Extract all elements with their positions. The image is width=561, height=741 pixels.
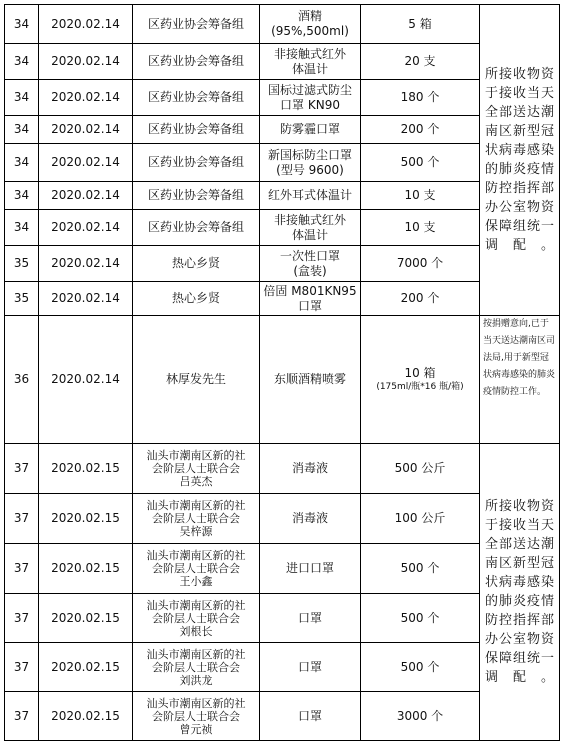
row-number: 34: [5, 210, 39, 246]
row-quantity: 180 个: [361, 80, 480, 116]
table-row: [5, 116, 560, 144]
row-number: 35: [5, 246, 39, 282]
row-date: 2020.02.14: [39, 44, 133, 80]
table-row: [5, 144, 560, 182]
row-date: 2020.02.14: [39, 182, 133, 210]
row-donor: 区药业协会筹备组: [133, 5, 260, 44]
row-number: 37: [5, 692, 39, 741]
row-date: 2020.02.15: [39, 494, 133, 544]
row-date: 2020.02.15: [39, 643, 133, 692]
row-donor: 汕头市潮南区新的社 会阶层人士联合会 王小鑫: [133, 544, 260, 594]
remark-cell: 所接收物资于接收当天全部送达潮南区新型冠状病毒感染的肺炎疫情防控指挥部办公室物资保障组统一调配。: [480, 444, 560, 741]
table-row: [5, 44, 560, 80]
row-donor: 林厚发先生: [133, 316, 260, 444]
quantity-detail: (175ml/瓶*16 瓶/箱): [376, 381, 464, 392]
row-donor: 热心乡贤: [133, 282, 260, 316]
row-item: 进口口罩: [260, 544, 361, 594]
row-number: 34: [5, 144, 39, 182]
row-donor: 区药业协会筹备组: [133, 210, 260, 246]
row-date: 2020.02.15: [39, 594, 133, 643]
row-number: 34: [5, 44, 39, 80]
row-quantity: 3000 个: [361, 692, 480, 741]
row-item: 酒精 (95%,500ml): [260, 5, 361, 44]
row-item: 倍固 M801KN95 口罩: [260, 282, 361, 316]
row-item: 非接触式红外 体温计: [260, 44, 361, 80]
row-quantity: 200 个: [361, 116, 480, 144]
table-row: [5, 643, 560, 692]
row-quantity: [361, 316, 480, 444]
row-quantity: 20 支: [361, 44, 480, 80]
row-item: 消毒液: [260, 444, 361, 494]
row-number: 34: [5, 182, 39, 210]
row-donor: 汕头市潮南区新的社 会阶层人士联合会 刘根长: [133, 594, 260, 643]
row-item: 口罩: [260, 643, 361, 692]
row-quantity: 500 个: [361, 594, 480, 643]
donation-table: [4, 4, 560, 741]
remark-cell: 所接收物资于接收当天全部送达潮南区新型冠状病毒感染的肺炎疫情防控指挥部办公室物资保障组统一调配。: [480, 5, 560, 316]
row-donor: 汕头市潮南区新的社 会阶层人士联合会 吕英杰: [133, 444, 260, 494]
row-number: 34: [5, 5, 39, 44]
table-row: [5, 182, 560, 210]
row-date: 2020.02.14: [39, 5, 133, 44]
row-number: 37: [5, 494, 39, 544]
row-date: 2020.02.15: [39, 692, 133, 741]
row-date: 2020.02.14: [39, 246, 133, 282]
row-item: 新国标防尘口罩 (型号 9600): [260, 144, 361, 182]
row-quantity: 500 个: [361, 544, 480, 594]
row-date: 2020.02.14: [39, 210, 133, 246]
table-row: [5, 494, 560, 544]
row-item: 东顺酒精喷雾: [260, 316, 361, 444]
row-number: 35: [5, 282, 39, 316]
row-donor: 汕头市潮南区新的社 会阶层人士联合会 吴梓源: [133, 494, 260, 544]
row-donor: 区药业协会筹备组: [133, 44, 260, 80]
table-row: [5, 282, 560, 316]
table-row: [5, 316, 560, 444]
row-quantity: 500 公斤: [361, 444, 480, 494]
row-quantity: 10 支: [361, 182, 480, 210]
row-date: 2020.02.15: [39, 444, 133, 494]
quantity-main: 10 箱: [404, 365, 436, 380]
row-number: 37: [5, 594, 39, 643]
row-date: 2020.02.14: [39, 144, 133, 182]
row-quantity: 5 箱: [361, 5, 480, 44]
row-item: 口罩: [260, 692, 361, 741]
row-item: 防雾霾口罩: [260, 116, 361, 144]
remark-cell: 按捐赠意向,已于当天送达潮南区司法局,用于新型冠状病毒感染的肺炎疫情防控工作。: [480, 316, 560, 444]
row-number: 37: [5, 444, 39, 494]
row-number: 34: [5, 80, 39, 116]
table-row: [5, 692, 560, 741]
row-number: 37: [5, 544, 39, 594]
row-quantity: 10 支: [361, 210, 480, 246]
row-quantity: 7000 个: [361, 246, 480, 282]
row-date: 2020.02.14: [39, 116, 133, 144]
row-item: 红外耳式体温计: [260, 182, 361, 210]
table-row: [5, 210, 560, 246]
row-donor: 区药业协会筹备组: [133, 116, 260, 144]
row-quantity: 100 公斤: [361, 494, 480, 544]
row-item: 非接触式红外 体温计: [260, 210, 361, 246]
row-date: 2020.02.14: [39, 80, 133, 116]
row-quantity: 200 个: [361, 282, 480, 316]
row-date: 2020.02.14: [39, 316, 133, 444]
table-row: [5, 594, 560, 643]
row-item: 一次性口罩 (盒装): [260, 246, 361, 282]
row-quantity: 500 个: [361, 144, 480, 182]
table-row: [5, 544, 560, 594]
row-date: 2020.02.15: [39, 544, 133, 594]
row-date: 2020.02.14: [39, 282, 133, 316]
row-donor: 汕头市潮南区新的社 会阶层人士联合会 刘洪龙: [133, 643, 260, 692]
row-donor: 区药业协会筹备组: [133, 144, 260, 182]
row-number: 34: [5, 116, 39, 144]
row-donor: 区药业协会筹备组: [133, 80, 260, 116]
table-row: [5, 80, 560, 116]
table-row: [5, 444, 560, 494]
row-quantity: 500 个: [361, 643, 480, 692]
table-row: [5, 246, 560, 282]
row-number: 37: [5, 643, 39, 692]
row-item: 口罩: [260, 594, 361, 643]
row-item: 国标过滤式防尘 口罩 KN90: [260, 80, 361, 116]
row-donor: 区药业协会筹备组: [133, 182, 260, 210]
row-donor: 热心乡贤: [133, 246, 260, 282]
row-number: 36: [5, 316, 39, 444]
row-item: 消毒液: [260, 494, 361, 544]
row-donor: 汕头市潮南区新的社 会阶层人士联合会 曾元祯: [133, 692, 260, 741]
table-row: [5, 5, 560, 44]
